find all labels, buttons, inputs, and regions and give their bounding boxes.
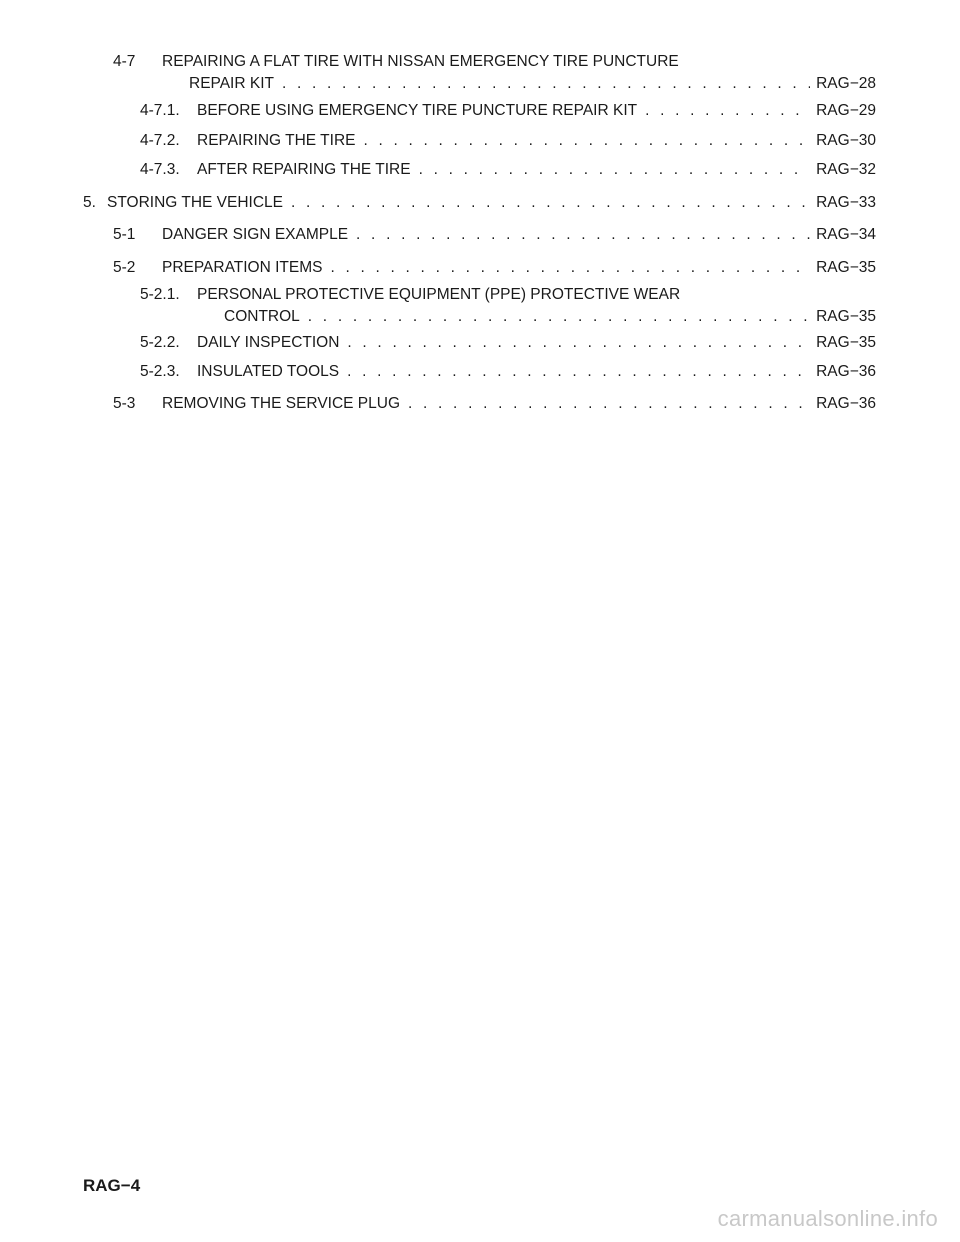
toc-title: DAILY INSPECTION [197,334,340,351]
dot-leader [356,225,810,245]
toc-title: INSULATED TOOLS [197,363,340,380]
toc-title: DANGER SIGN EXAMPLE [162,226,349,243]
toc-page-ref[interactable]: RAG−35 [816,259,876,276]
toc-line [189,74,876,94]
toc-page-ref[interactable]: RAG−36 [816,395,876,412]
dot-leader [645,101,810,121]
toc-line [162,394,876,414]
toc-line [224,307,876,327]
toc-title-line1: REPAIRING A FLAT TIRE WITH NISSAN EMERGENCY TIRE PUNCTURE [162,53,679,70]
toc-title: BEFORE USING EMERGENCY TIRE PUNCTURE REPAIR KIT [197,102,638,119]
toc-line [197,131,876,151]
toc-number: 4-7.2. [140,132,180,149]
dot-leader [408,394,810,414]
toc-number: 5-2 [113,259,136,276]
dot-leader [291,193,810,213]
dot-leader [419,160,811,180]
toc-number: 5-2.1. [140,286,180,303]
dot-leader [363,131,810,151]
toc-number: 4-7 [113,53,136,70]
page-number-footer: RAG−4 [83,1176,141,1195]
toc-number: 5-2.3. [140,363,180,380]
dot-leader [347,333,810,353]
toc-page-ref[interactable]: RAG−36 [816,363,876,380]
toc-number: 4-7.1. [140,102,180,119]
toc-line [197,333,876,353]
toc-line [197,101,876,121]
toc-page-ref[interactable]: RAG−28 [816,75,876,92]
toc-line [107,193,876,213]
toc-title: AFTER REPAIRING THE TIRE [197,161,411,178]
toc-line [162,258,876,278]
toc-number: 4-7.3. [140,161,180,178]
toc-page-ref[interactable]: RAG−33 [816,194,876,211]
toc-title: REPAIR KIT [189,75,274,92]
toc-number: 5-1 [113,226,136,243]
toc-number: 5. [83,194,96,211]
toc-page-ref[interactable]: RAG−29 [816,102,876,119]
toc-page-ref[interactable]: RAG−34 [816,226,876,243]
toc-title-line1: PERSONAL PROTECTIVE EQUIPMENT (PPE) PROTECTIVE WEAR [197,286,681,303]
toc-number: 5-2.2. [140,334,180,351]
toc-title: STORING THE VEHICLE [107,194,283,211]
dot-leader [282,74,810,94]
toc-page-ref[interactable]: RAG−30 [816,132,876,149]
toc-line [197,160,876,180]
toc-line [162,225,876,245]
toc-line [197,362,876,382]
toc-title: REPAIRING THE TIRE [197,132,356,149]
dot-leader [330,258,810,278]
toc-title: REMOVING THE SERVICE PLUG [162,395,401,412]
watermark: carmanualsonline.info [717,1206,938,1231]
toc-title: CONTROL [224,308,300,325]
toc-title: PREPARATION ITEMS [162,259,323,276]
toc-page-ref[interactable]: RAG−35 [816,308,876,325]
dot-leader [347,362,810,382]
toc-page-ref[interactable]: RAG−32 [816,161,876,178]
toc-page-ref[interactable]: RAG−35 [816,334,876,351]
dot-leader [308,307,810,327]
toc-number: 5-3 [113,395,136,412]
